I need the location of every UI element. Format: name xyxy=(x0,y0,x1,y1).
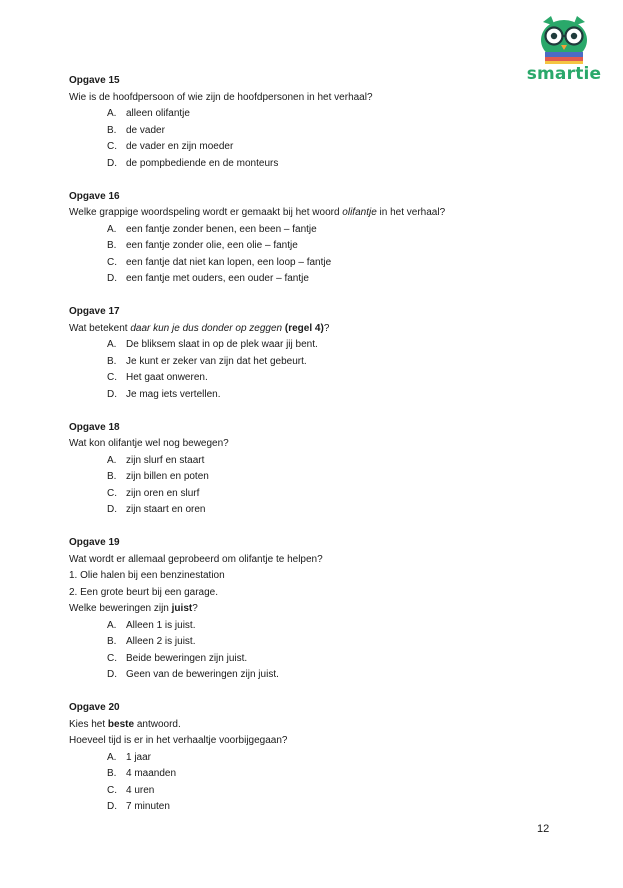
answer-option-a[interactable]: A. een fantje zonder benen, een been – fantje xyxy=(107,223,317,235)
page-number: 12 xyxy=(537,823,550,835)
answer-option-b[interactable]: B. zijn billen en poten xyxy=(107,471,209,483)
question-title: Opgave 17 xyxy=(69,306,120,318)
answer-option-d[interactable]: D. een fantje met ouders, een ouder – fantje xyxy=(107,273,309,285)
question-18 xyxy=(69,420,569,519)
question-text: Wat kon olifantje wel nog bewegen? xyxy=(69,438,229,450)
answer-option-b[interactable]: B. Alleen 2 is juist. xyxy=(107,636,196,648)
answer-option-c[interactable]: C. de vader en zijn moeder xyxy=(107,141,234,152)
owl-icon xyxy=(537,14,591,64)
questions-list xyxy=(69,73,569,816)
question-20 xyxy=(69,700,569,816)
answer-option-b[interactable]: B. een fantje zonder olie, een olie – fantje xyxy=(107,240,298,252)
question-text: Wie is de hoofdpersoon of wie zijn de hoofdpersonen in het verhaal? xyxy=(69,91,373,103)
answer-option-b[interactable]: B. de vader xyxy=(107,124,165,136)
answer-option-c[interactable]: C. Beide beweringen zijn juist. xyxy=(107,652,248,664)
question-title: Opgave 16 xyxy=(69,190,120,202)
answer-option-d[interactable]: D. Je mag iets vertellen. xyxy=(107,388,221,400)
statement-2: 2. Een grote beurt bij een garage. xyxy=(69,586,218,598)
answer-option-b[interactable]: B. Je kunt er zeker van zijn dat het gebeurt. xyxy=(107,355,307,367)
question-instruction: Kies het beste antwoord. xyxy=(69,718,181,730)
answer-option-c[interactable]: C. 4 uren xyxy=(107,784,155,796)
question-16 xyxy=(69,189,569,288)
answer-option-a[interactable]: A. zijn slurf en staart xyxy=(107,454,205,466)
answer-option-a[interactable]: A. 1 jaar xyxy=(107,751,152,763)
logo-text: smartie xyxy=(526,64,602,84)
answer-option-b[interactable]: B. 4 maanden xyxy=(107,768,177,780)
answer-option-c[interactable]: C. zijn oren en slurf xyxy=(107,487,200,499)
question-title: Opgave 19 xyxy=(69,537,120,549)
answer-option-d[interactable]: D. 7 minuten xyxy=(107,801,170,813)
answer-option-a[interactable]: A. alleen olifantje xyxy=(107,108,190,119)
answer-option-a[interactable]: A. Alleen 1 is juist. xyxy=(107,619,196,631)
answer-option-c[interactable]: C. Het gaat onweren. xyxy=(107,372,208,384)
question-15 xyxy=(69,73,569,172)
question-text: Wat wordt er allemaal geprobeerd om olifantje te helpen? xyxy=(69,553,323,565)
question-title: Opgave 15 xyxy=(69,75,120,86)
question-19 xyxy=(69,535,569,684)
question-text: Hoeveel tijd is er in het verhaaltje voorbijgegaan? xyxy=(69,735,288,747)
statement-1: 1. Olie halen bij een benzinestation xyxy=(69,570,225,582)
answer-option-d[interactable]: D. zijn staart en oren xyxy=(107,504,206,516)
question-text: Welke grappige woordspeling wordt er gemaakt bij het woord olifantje in het verhaal? xyxy=(69,207,446,219)
answer-option-d[interactable]: D. Geen van de beweringen zijn juist. xyxy=(107,669,279,681)
answer-option-d[interactable]: D. de pompbediende en de monteurs xyxy=(107,157,279,169)
question-text: Wat betekent daar kun je dus donder op zeggen (regel 4)? xyxy=(69,322,330,334)
answer-option-a[interactable]: A. De bliksem slaat in op de plek waar jij bent. xyxy=(107,339,318,351)
answer-option-c[interactable]: C. een fantje dat niet kan lopen, een loop – fantje xyxy=(107,256,332,268)
question-title: Opgave 18 xyxy=(69,421,120,433)
question-title: Opgave 20 xyxy=(69,702,120,714)
question-17 xyxy=(69,304,569,403)
question-prompt: Welke beweringen zijn juist? xyxy=(69,603,198,615)
